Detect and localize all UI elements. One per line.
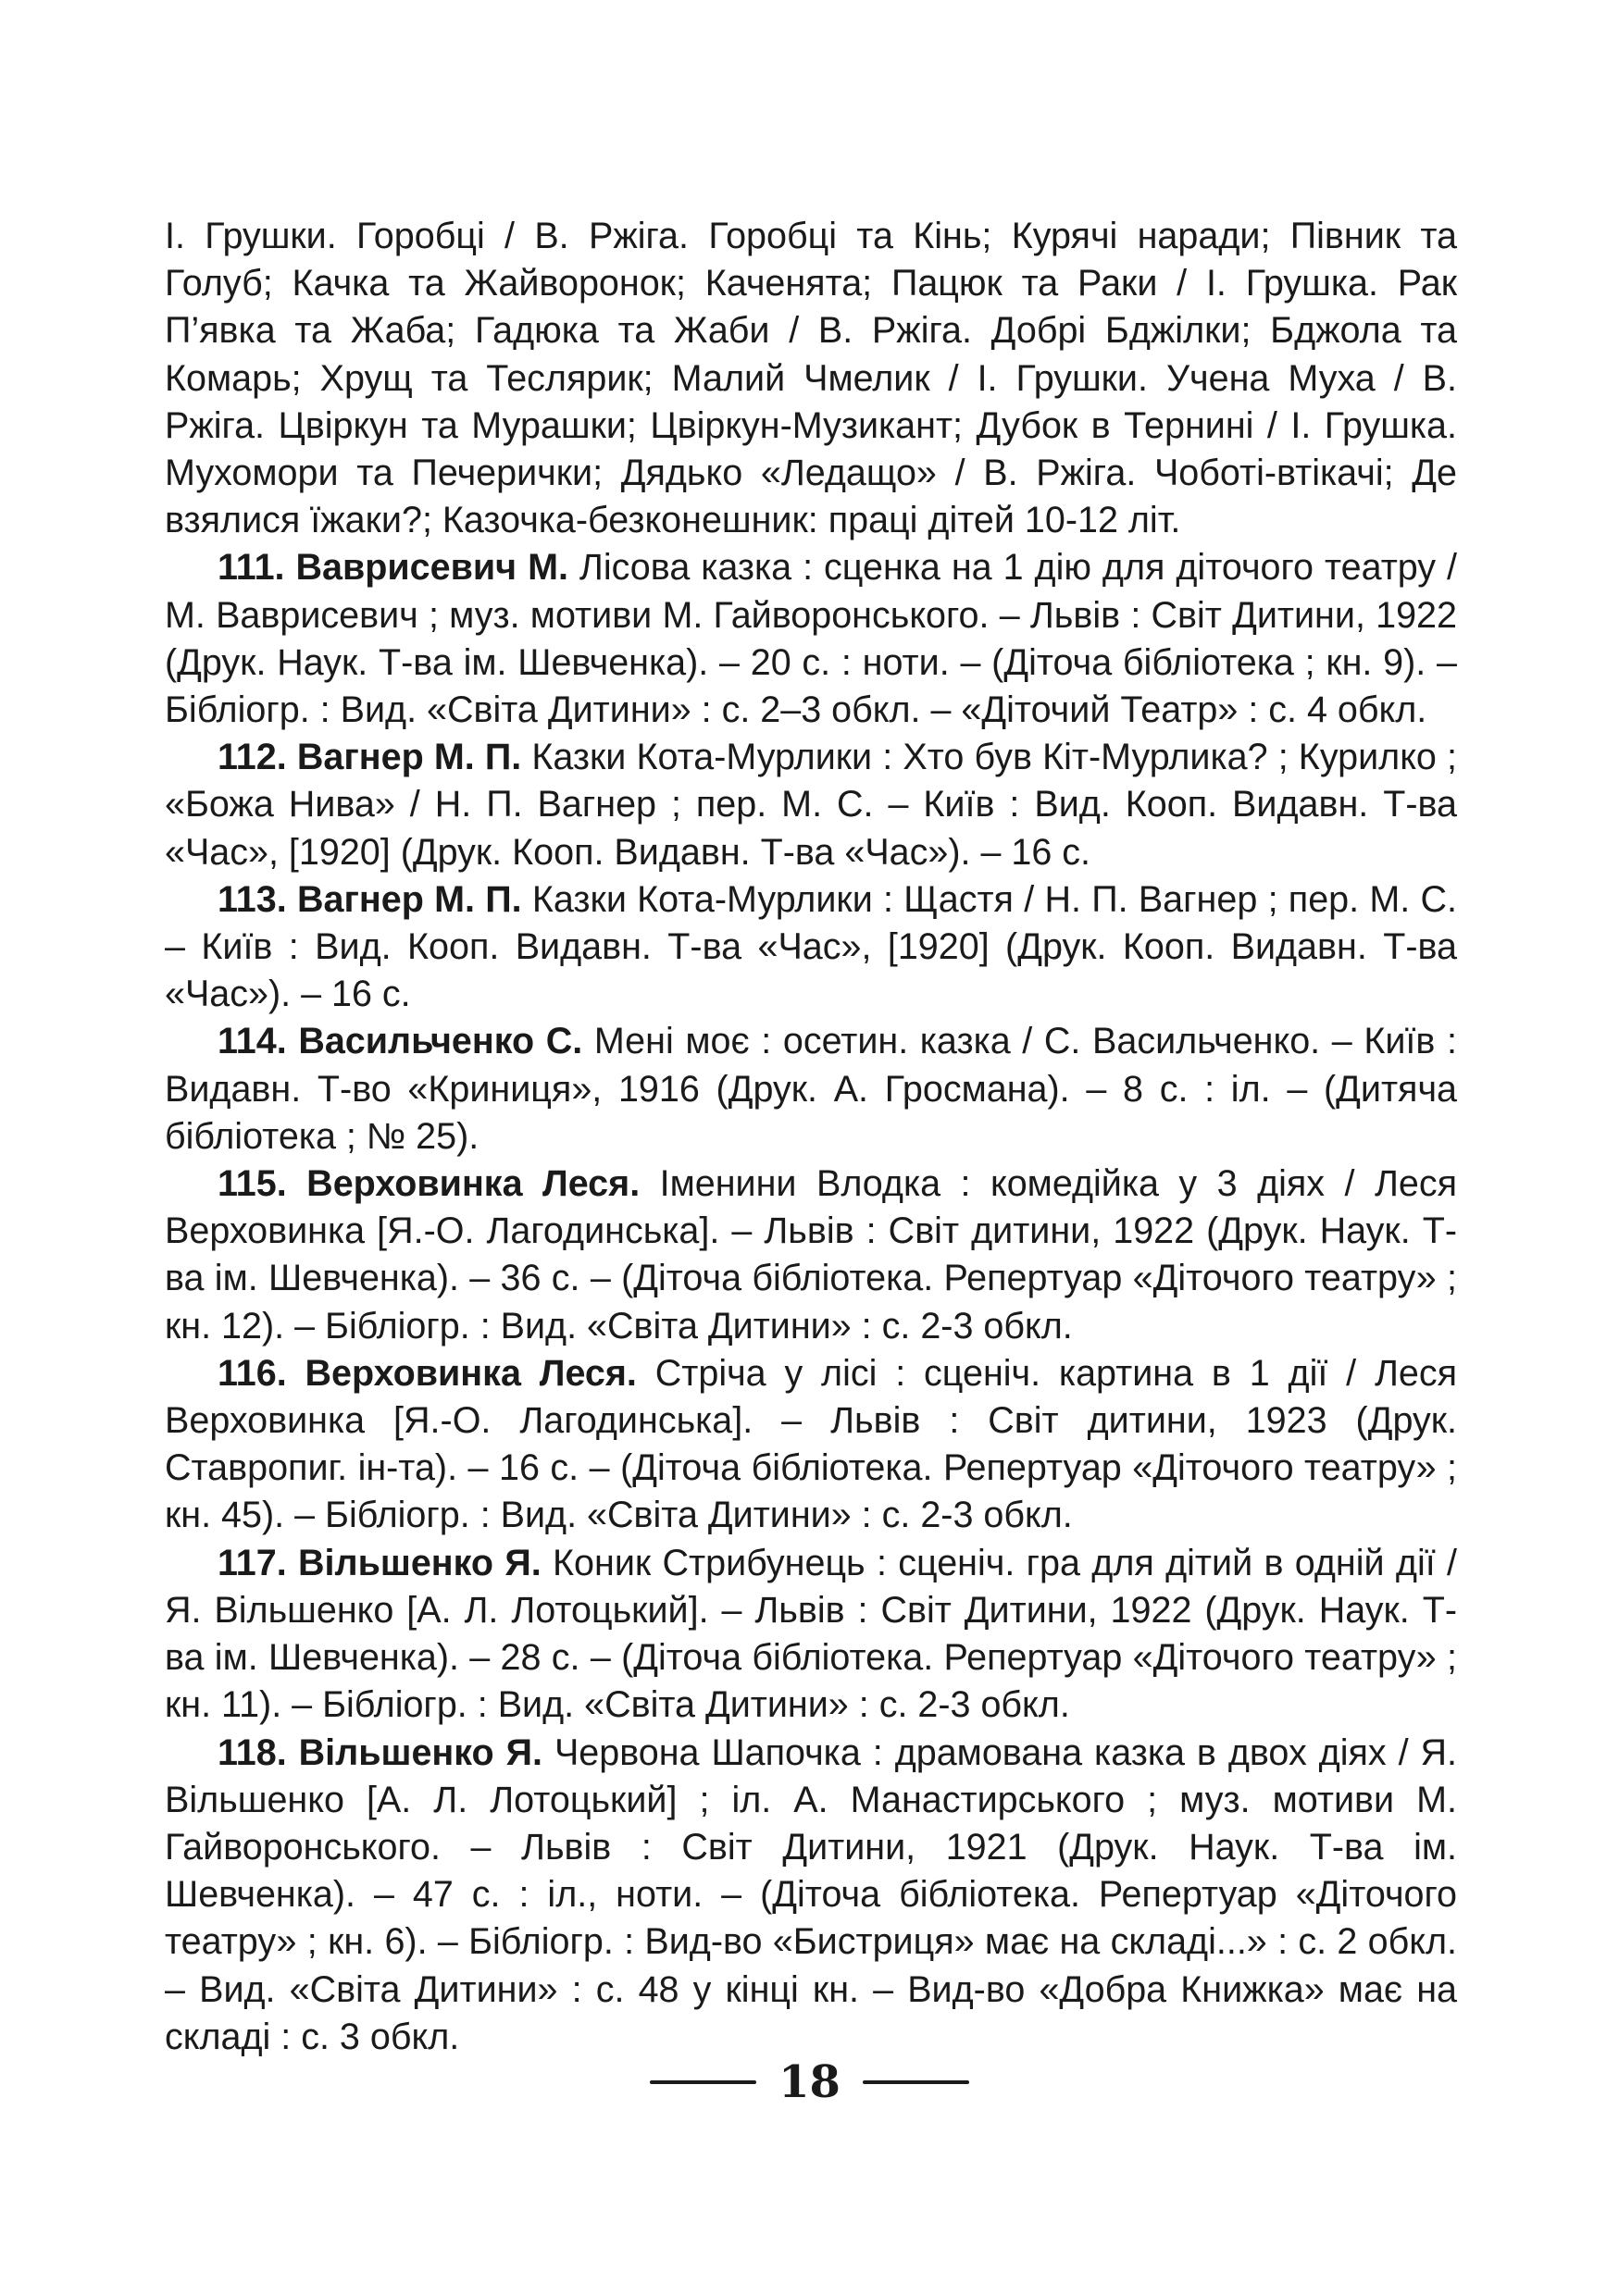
entry-116 — [165, 1350, 1457, 1540]
page-number: 18 — [778, 2056, 841, 2108]
entry-heading: 115. Верховинка Леся. — [218, 1163, 641, 1205]
entry-115 — [165, 1160, 1457, 1350]
entry-body: Мені моє : осетин. казка / С. Васильченко. – Київ : Видавн. Т-во «Криниця», 1916 (Друк. А. Гросмана). – 8 с. : іл. – (Дитяча бібліотека ; № 25). — [165, 1021, 1457, 1157]
entry-heading: 118. Вільшенко Я. — [218, 1731, 542, 1773]
entry-heading: 116. Верховинка Леся. — [218, 1352, 637, 1394]
entry-body: Казки Кота-Мурлики : Щастя / Н. П. Вагнер ; пер. М. С. – Київ : Вид. Кооп. Видавн. Т-ва «Час», [1920] (Друк. Кооп. Видавн. Т-ва «Час»). – 16 с. — [165, 878, 1458, 1015]
entry-heading: 117. Вільшенко Я. — [218, 1542, 542, 1583]
entry-heading: 112. Вагнер М. П. — [218, 737, 522, 778]
entry-111 — [165, 544, 1457, 734]
entry-117 — [165, 1540, 1457, 1730]
footer-rule-left — [650, 2080, 756, 2084]
entry-113 — [165, 876, 1457, 1019]
continuation-paragraph: І. Грушки. Горобці / В. Ржіга. Горобці та Кінь; Курячі наради; Півник та Голуб; Качка та Жайворонок; Каченята; Пацюк та Раки / І. Грушка. Рак П’явка та Жаба; Гадюка та Жаби / В. Ржіга. Добрі Бджілки; Бджола та Комарь; Хрущ та Теслярик; Малий Чмелик / І. Грушки. Учена Муха / В. Ржіга. Цвіркун та Мурашки; Цвіркун-Музикант; Дубок в Тернині / І. Грушка. Мухомори та Печерички; Дядько «Ледащо» / В. Ржіга. Чоботі-втікачі; Де взялися їжаки?; Казочка-безконешник: праці дітей 10-12 літ. — [165, 216, 1457, 541]
bibliography-text — [165, 213, 1457, 2061]
entry-112 — [165, 734, 1457, 876]
entry-body: Іменини Влодка : комедійка у 3 діях / Леся Верховинка [Я.-О. Лагодинська]. – Львів : Світ дитини, 1922 (Друк. Наук. Т-ва ім. Шевченка). – 36 с. – (Діточа бібліотека. Репертуар «Діточого театру» ; кн. 12). – Бібліогр. : Вид. «Світа Дитини» : с. 2-3 обкл. — [165, 1163, 1457, 1347]
entry-118 — [165, 1730, 1457, 2061]
entry-body: Коник Стрибунець : сценіч. гра для дітий в одній дії / Я. Вільшенко [А. Л. Лотоцький]. – Львів : Світ Дитини, 1922 (Друк. Наук. Т-ва ім. Шевченка). – 28 с. – (Діточа бібліотека. Репертуар «Діточого театру» ; кн. 11). – Бібліогр. : Вид. «Світа Дитини» : с. 2-3 обкл. — [165, 1542, 1457, 1726]
entry-body: Стріча у лісі : сценіч. картина в 1 дії / Леся Верховинка [Я.-О. Лагодинська]. – Львів : Світ дитини, 1923 (Друк. Ставропиг. ін-та). – 16 с. – (Діточа бібліотека. Репертуар «Діточого театру» ; кн. 45). – Бібліогр. : Вид. «Світа Дитини» : с. 2-3 обкл. — [165, 1352, 1457, 1536]
page-footer — [0, 2050, 1619, 2115]
entry-114 — [165, 1018, 1457, 1160]
footer-rule-right — [863, 2080, 969, 2084]
entry-body: Казки Кота-Мурлики : Хто був Кіт-Мурлика? ; Курилко ; «Божа Нива» / Н. П. Вагнер ; пер. М. С. – Київ : Вид. Кооп. Видавн. Т-ва «Час», [1920] (Друк. Кооп. Видавн. Т-ва «Час»). – 16 с. — [165, 737, 1458, 873]
entry-heading: 113. Вагнер М. П. — [218, 878, 522, 920]
entry-body: Червона Шапочка : драмована казка в двох діях / Я. Вільшенко [А. Л. Лотоцький] ; іл. А. Манастирського ; муз. мотиви М. Гайворонського. – Львів : Світ Дитини, 1921 (Друк. Наук. Т-ва ім. Шевченка). – 47 с. : іл., ноти. – (Діточа бібліотека. Репертуар «Діточого театру» ; кн. 6). – Бібліогр. : Вид-во «Бистриця» має на складі...» : с. 2 обкл. – Вид. «Світа Дитини» : с. 48 у кінці кн. – Вид-во «Добра Книжка» має на складі : с. 3 обкл. — [165, 1731, 1458, 2057]
entry-body: Лісова казка : сценка на 1 дію для діточого театру / М. Ваврисевич ; муз. мотиви М. Гайворонського. – Львів : Світ Дитини, 1922 (Друк. Наук. Т-ва ім. Шевченка). – 20 с. : ноти. – (Діточа бібліотека ; кн. 9). – Бібліогр. : Вид. «Світа Дитини» : с. 2–3 обкл. – «Діточий Театр» : с. 4 обкл. — [165, 547, 1457, 731]
entry-heading: 114. Васильченко С. — [218, 1021, 583, 1062]
entry-heading: 111. Ваврисевич М. — [218, 547, 568, 589]
